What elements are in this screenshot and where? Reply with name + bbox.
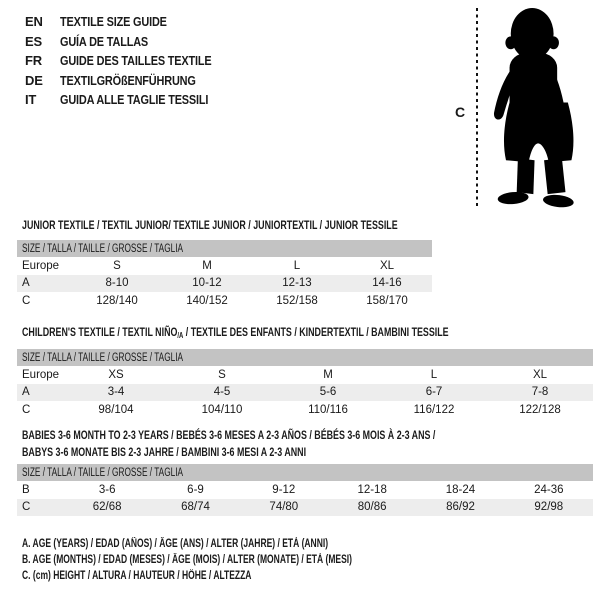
height-c-label: C [455, 104, 466, 120]
cell: 128/140 [96, 294, 138, 307]
cell: 12-18 [357, 483, 387, 496]
table-row [17, 499, 593, 517]
size-header-bar [17, 349, 593, 366]
language-label: GUIDA ALLE TAGLIE TESSILI [60, 92, 209, 108]
language-label: GUÍA DE TALLAS [60, 33, 149, 49]
cell: 18-24 [445, 483, 476, 496]
cell: XL [532, 368, 548, 381]
language-row [25, 12, 240, 32]
cell: 7-8 [531, 386, 549, 399]
children-title-post: / TEXTILE DES ENFANTS / KINDERTEXTIL / BAMBINI TESSILE [183, 325, 449, 339]
junior-title-text: JUNIOR TEXTILE / TEXTIL JUNIOR/ TEXTILE JUNIOR / JUNIORTEXTIL / JUNIOR TESSILE [22, 218, 398, 232]
row-label: C [22, 501, 31, 514]
cell: L [293, 259, 301, 272]
row-label: Europe [22, 259, 60, 272]
cell: 74/80 [269, 501, 299, 514]
language-label: TEXTILGRÖßENFÜHRUNG [60, 72, 196, 88]
language-label: GUIDE DES TAILLES TEXTILE [60, 53, 212, 69]
children-table [17, 349, 593, 419]
cell: 104/110 [201, 403, 243, 416]
cell: 10-12 [192, 277, 222, 290]
row-label: Europe [22, 368, 60, 381]
cell: 6-7 [425, 386, 443, 399]
cell: S [113, 259, 121, 272]
table-row [17, 384, 593, 402]
row-label: C [22, 403, 31, 416]
cell: 86/92 [446, 501, 475, 514]
babies-title-line1: BABIES 3-6 MONTH TO 2-3 YEARS / BEBÉS 3-6 MESES A 2-3 AÑOS / BÉBÉS 3-6 MOIS À 2-3 ANS / [22, 428, 436, 442]
children-title-text [22, 324, 449, 344]
language-code: DE [25, 72, 43, 88]
language-label: TEXTILE SIZE GUIDE [60, 14, 167, 30]
footnote-c: C. (cm) HEIGHT / ALTURA / HAUTEUR / HÖHE / ALTEZZA [22, 570, 252, 582]
cell: 92/98 [534, 501, 564, 514]
table-row [17, 275, 432, 293]
footnote-a: A. AGE (YEARS) / EDAD (AÑOS) / ÂGE (ANS) / ALTER (JAHRE) / ETÀ (ANNI) [22, 538, 329, 550]
language-row [25, 90, 240, 110]
language-row [25, 51, 240, 71]
cell: 8-10 [105, 277, 129, 290]
size-header-text: SIZE / TALLA / TAILLE / GRÖSSE / TAGLIA [22, 466, 184, 479]
cell: 158/170 [366, 294, 408, 307]
children-title-sub: /A [177, 331, 184, 340]
cell: 3-6 [98, 483, 116, 496]
cell: M [323, 368, 333, 381]
language-code: FR [25, 53, 42, 69]
toddler-silhouette-icon [481, 3, 600, 212]
language-row [25, 71, 240, 91]
cell: 140/152 [186, 294, 228, 307]
table-row [17, 401, 593, 419]
cell: L [430, 368, 438, 381]
table-row [17, 292, 432, 310]
size-header-bar [17, 464, 593, 481]
row-label: C [22, 294, 31, 307]
cell: 110/116 [308, 403, 348, 416]
size-header-bar [17, 240, 432, 257]
size-header-text: SIZE / TALLA / TAILLE / GRÖSSE / TAGLIA [22, 242, 184, 255]
cell: 24-36 [534, 483, 564, 496]
cell: 12-13 [282, 277, 312, 290]
language-code: ES [25, 33, 42, 49]
cell: 14-16 [372, 277, 402, 290]
children-table-title [22, 324, 598, 344]
language-list [25, 12, 240, 110]
language-row [25, 32, 240, 52]
cell: XL [379, 259, 395, 272]
footnotes [22, 536, 468, 584]
cell: 122/128 [519, 403, 561, 416]
table-row [17, 366, 593, 384]
junior-table [17, 240, 432, 310]
cell: 68/74 [181, 501, 210, 514]
cell: 152/158 [276, 294, 318, 307]
table-row [17, 257, 432, 275]
children-title-pre: CHILDREN'S TEXTILE / TEXTIL NIÑO [22, 325, 178, 339]
size-header-text: SIZE / TALLA / TAILLE / GRÖSSE / TAGLIA [22, 351, 184, 364]
cell: 62/68 [92, 501, 122, 514]
table-row [17, 481, 593, 499]
height-dashed-line [476, 8, 478, 207]
junior-table-title [22, 217, 530, 234]
cell: 98/104 [98, 403, 134, 416]
cell: S [218, 368, 226, 381]
cell: 9-12 [272, 483, 296, 496]
language-code: IT [25, 92, 37, 108]
cell: 80/86 [357, 501, 387, 514]
row-label: A [22, 277, 30, 290]
footnote-b: B. AGE (MONTHS) / EDAD (MESES) / ÂGE (MOIS) / ALTER (MONATE) / ETÀ (MESI) [22, 554, 352, 566]
row-label: B [22, 483, 30, 496]
cell: 5-6 [319, 386, 337, 399]
cell: XS [108, 368, 124, 381]
row-label: A [22, 386, 30, 399]
cell: 6-9 [187, 483, 204, 496]
cell: 3-4 [107, 386, 125, 399]
cell: M [202, 259, 212, 272]
babies-table-title [22, 427, 581, 461]
babies-table [17, 464, 593, 516]
language-code: EN [25, 14, 43, 30]
babies-title-line2: BABYS 3-6 MONATE BIS 2-3 JAHRE / BAMBINI 3-6 MESI A 2-3 ANNI [22, 445, 307, 459]
cell: 4-5 [213, 386, 231, 399]
cell: 116/122 [413, 403, 455, 416]
